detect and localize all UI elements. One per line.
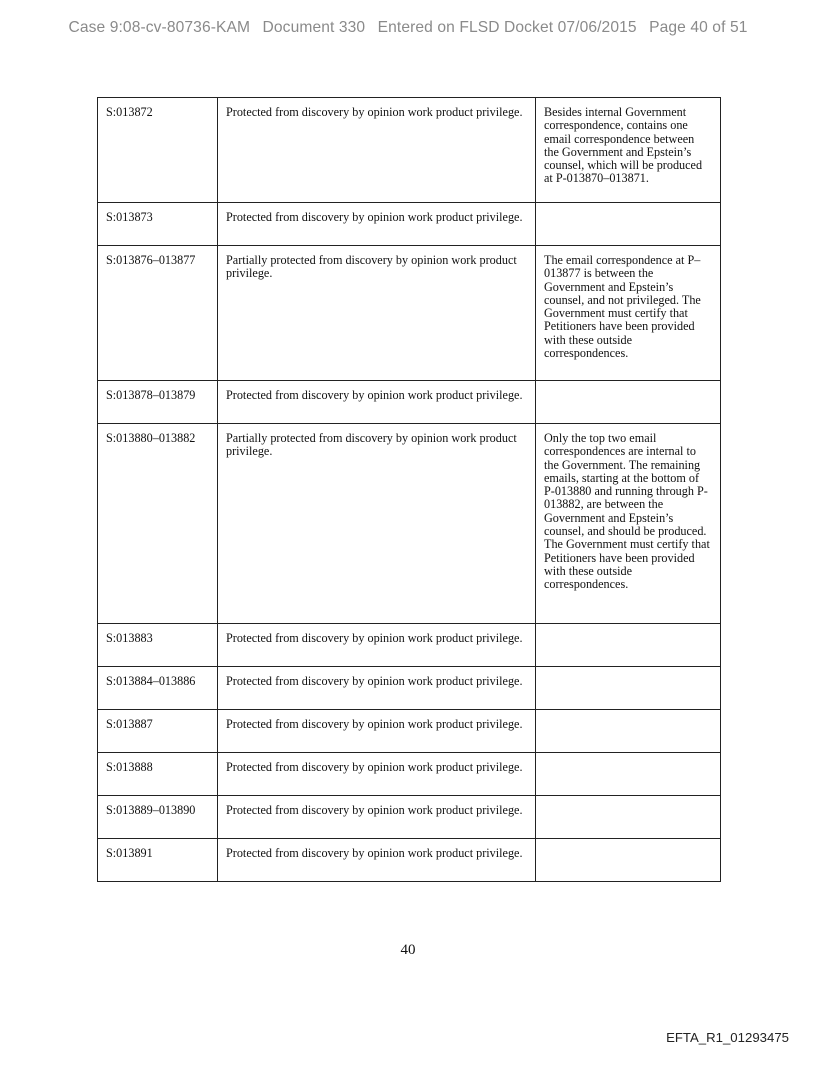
note-cell <box>536 796 721 839</box>
bates-range-cell: S:013887 <box>98 710 218 753</box>
document-id-footer: EFTA_R1_01293475 <box>666 1030 789 1045</box>
note-cell <box>536 753 721 796</box>
note-cell <box>536 710 721 753</box>
table-row <box>98 424 721 624</box>
bates-range-cell: S:013884–013886 <box>98 667 218 710</box>
table-row <box>98 796 721 839</box>
table-row <box>98 839 721 882</box>
page-number: 40 <box>400 942 416 958</box>
note-cell <box>536 667 721 710</box>
table-row <box>98 98 721 203</box>
table-row <box>98 381 721 424</box>
ruling-cell: Protected from discovery by opinion work product privilege. <box>218 98 536 203</box>
bates-range-cell: S:013878–013879 <box>98 381 218 424</box>
bates-range-cell: S:013872 <box>98 98 218 203</box>
ruling-cell: Partially protected from discovery by opinion work product privilege. <box>218 246 536 381</box>
case-header <box>0 19 816 37</box>
ruling-cell: Protected from discovery by opinion work product privilege. <box>218 796 536 839</box>
bates-range-cell: S:013891 <box>98 839 218 882</box>
table-row <box>98 624 721 667</box>
bates-range-cell: S:013888 <box>98 753 218 796</box>
ruling-cell: Protected from discovery by opinion work product privilege. <box>218 667 536 710</box>
note-cell <box>536 624 721 667</box>
note-cell: Besides internal Government correspondence, contains one email correspondence between the Government and Epstein’s counsel, which will be produced at P-013870–013871. <box>536 98 721 203</box>
ruling-cell: Partially protected from discovery by opinion work product privilege. <box>218 424 536 624</box>
note-cell <box>536 381 721 424</box>
ruling-cell: Protected from discovery by opinion work product privilege. <box>218 381 536 424</box>
ruling-cell: Protected from discovery by opinion work product privilege. <box>218 710 536 753</box>
table-row <box>98 203 721 246</box>
bates-range-cell: S:013880–013882 <box>98 424 218 624</box>
ruling-cell: Protected from discovery by opinion work product privilege. <box>218 624 536 667</box>
table-row <box>98 710 721 753</box>
privilege-log-table <box>97 97 721 882</box>
ruling-cell: Protected from discovery by opinion work product privilege. <box>218 753 536 796</box>
bates-range-cell: S:013876–013877 <box>98 246 218 381</box>
page-count: Page 40 of 51 <box>649 19 748 36</box>
table-row <box>98 667 721 710</box>
case-number: Case 9:08-cv-80736-KAM <box>68 19 251 36</box>
ruling-cell: Protected from discovery by opinion work product privilege. <box>218 203 536 246</box>
ruling-cell: Protected from discovery by opinion work product privilege. <box>218 839 536 882</box>
note-cell: Only the top two email correspondences are internal to the Government. The remaining emails, starting at the bottom of P-013880 and running through P-013882, are between the Government and Epstein’s counsel, and should be produced. The Government must certify that Petitioners have been provided with these outside correspondences. <box>536 424 721 624</box>
table-row <box>98 246 721 381</box>
bates-range-cell: S:013889–013890 <box>98 796 218 839</box>
note-cell <box>536 203 721 246</box>
bates-range-cell: S:013883 <box>98 624 218 667</box>
docket-entry: Entered on FLSD Docket 07/06/2015 <box>377 19 637 36</box>
note-cell: The email correspondence at P–013877 is between the Government and Epstein’s counsel, and not privileged. The Government must certify that Petitioners have been provided with these outside correspondences. <box>536 246 721 381</box>
bates-range-cell: S:013873 <box>98 203 218 246</box>
table-row <box>98 753 721 796</box>
document-number: Document 330 <box>262 19 366 36</box>
note-cell <box>536 839 721 882</box>
